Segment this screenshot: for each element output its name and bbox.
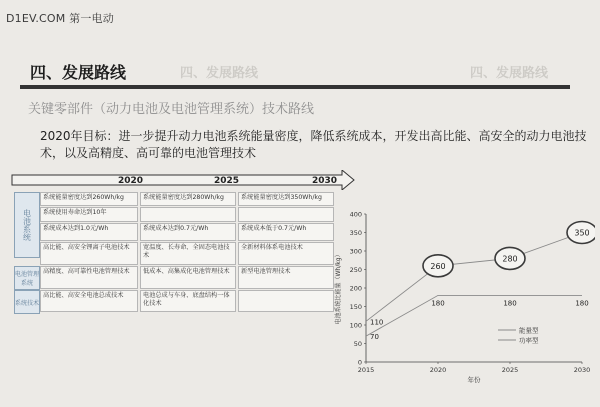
category-bms: 电池管理系统 [14,266,40,290]
roadmap-cell: 系统能量密度达到350Wh/kg [238,192,334,206]
roadmap-cell: 低成本、高集成化电池管理技术 [140,266,236,289]
point-label: 70 [370,333,379,342]
roadmap-cell: 高精度、高可靠性电池管理技术 [40,266,138,289]
x-tick-label: 2015 [357,366,375,374]
goal-text: 2020年目标：进一步提升动力电池系统能量密度，降低系统成本，开发出高比能、高安全的动力电池技术，以及高精度、高可靠的电池管理技术 [40,129,587,160]
y-tick-label: 200 [349,284,362,293]
roadmap-cell [238,290,334,312]
roadmap-cell: 系统能量密度达到260Wh/kg [40,192,138,206]
heading-rule [20,85,570,89]
roadmap-cell: 系统成本达到1.0元/Wh [40,223,138,241]
y-tick-label: 300 [349,247,362,256]
x-axis-label: 年份 [467,376,481,384]
roadmap-cell: 电池总成与车身、底盘结构一体化技术 [140,290,236,312]
legend-label: 功率型 [519,336,539,345]
point-label: 280 [502,254,518,264]
chart-svg [330,200,595,400]
category-battery-system: 电池系统 [14,192,40,258]
category-system-tech: 系统技术 [14,290,40,314]
point-label: 180 [575,299,589,308]
roadmap-cell: 高比能、高安全锂离子电池技术 [40,242,138,265]
ghost-heading-left: 四、发展路线 [180,66,259,81]
y-tick-label: 400 [349,210,362,219]
point-label: 110 [370,318,384,327]
roadmap-cell: 全新材料体系电池技术 [238,242,334,265]
roadmap-cell: 新型电池管理技术 [238,266,334,289]
series-line-0 [366,233,582,322]
point-label: 180 [503,299,517,308]
series-line-1 [366,295,582,336]
y-tick-label: 0 [357,358,362,367]
roadmap-cell: 系统成本达到0.7元/Wh [140,223,236,241]
y-axis-label: 电池系统比能量（Wh/kg） [335,251,342,325]
roadmap-year-2025: 2025 [214,176,240,186]
y-tick-label: 150 [349,303,362,311]
x-tick-label: 2020 [429,366,447,374]
roadmap-cell: 系统使用寿命达到10年 [40,207,138,222]
point-label: 260 [430,261,446,271]
roadmap-year-2020: 2020 [118,176,144,186]
roadmap-year-2030: 2030 [312,176,338,186]
watermark: D1EV.COM 第一电动 [6,12,114,25]
roadmap-cell: 宽温度、长寿命、全固态电池技术 [140,242,236,265]
ghost-heading-right: 四、发展路线 [470,66,549,81]
page-heading: 四、发展路线 [30,63,127,82]
y-tick-label: 100 [349,321,362,330]
roadmap-arrow [10,170,355,190]
roadmap-cell [140,207,236,222]
y-tick-label: 250 [349,266,362,274]
energy-density-chart [330,200,595,400]
x-tick-label: 2025 [501,366,519,374]
roadmap-cell: 系统成本低于0.7元/Wh [238,223,334,241]
roadmap-cell: 高比能、高安全电池总成技术 [40,290,138,312]
y-tick-label: 350 [349,229,362,237]
roadmap-cell [238,207,334,222]
y-tick-label: 50 [353,340,362,348]
legend-label: 能量型 [519,326,539,335]
section-subtitle: 关键零部件（动力电池及电池管理系统）技术路线 [28,102,315,117]
x-tick-label: 2030 [573,366,591,374]
point-label: 180 [431,299,445,308]
roadmap-cell: 系统能量密度达到280Wh/kg [140,192,236,206]
point-label: 350 [574,228,590,238]
